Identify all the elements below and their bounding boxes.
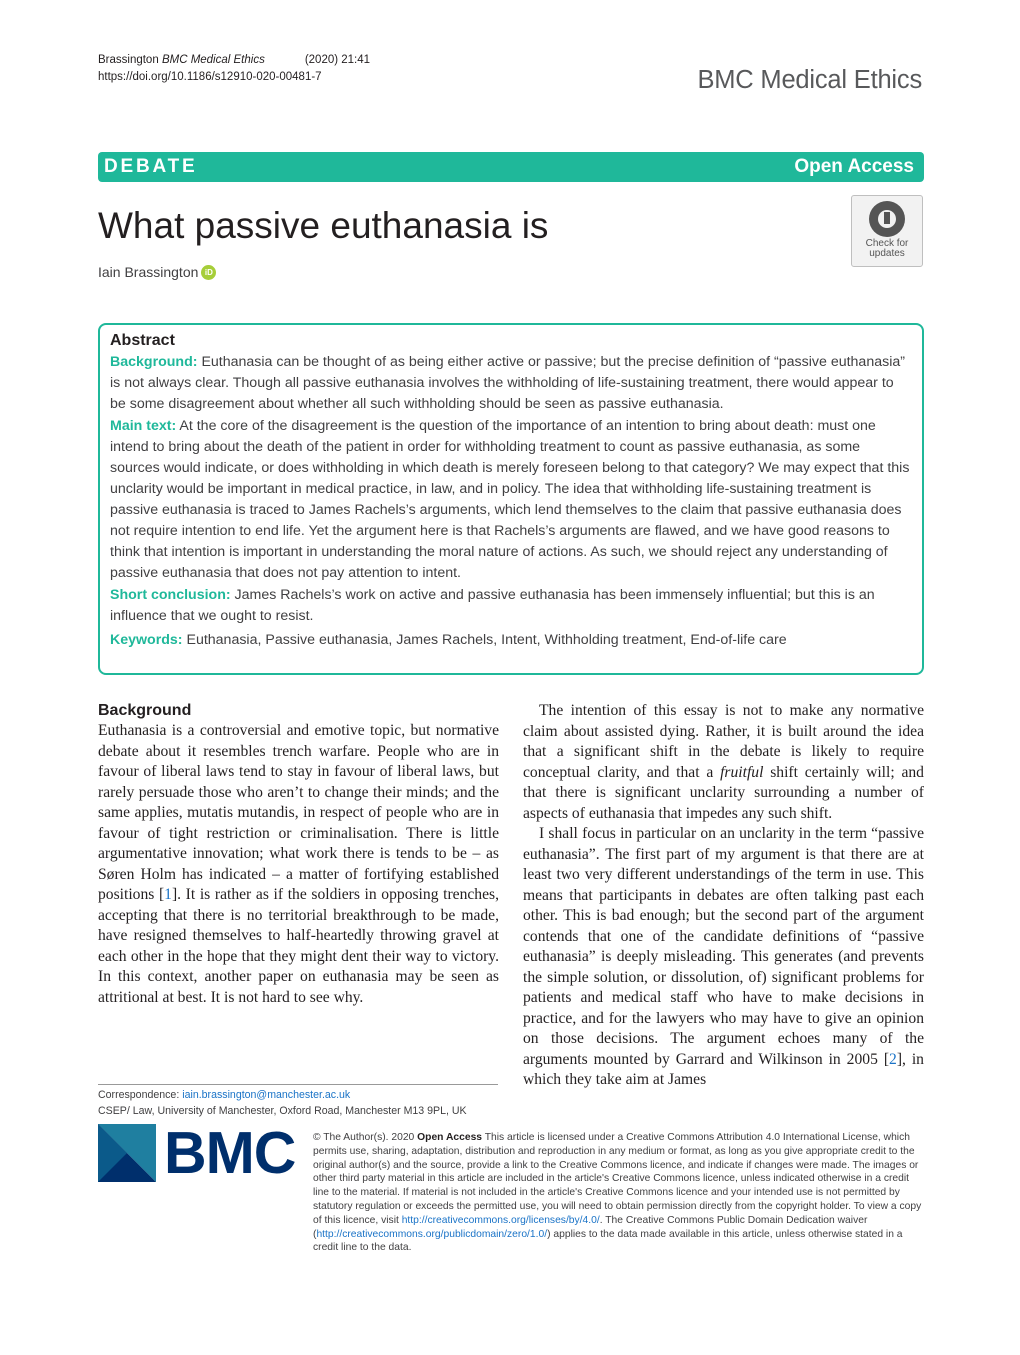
bmc-logo-text: BMC	[164, 1120, 296, 1186]
bmc-logo-icon	[98, 1124, 156, 1182]
abstract-text: At the core of the disagreement is the question of the importance of an intention to bring about death: must one intend to bring about the death of the patient in order for withholding treatment to count as passive euthanasia, as some sources would indicate, or does withholding in which death is merely foreseen belong to that category? We may expect that this unclarity would be important in medical practice, in law, and in policy. The idea that withholding life-sustaining treatment is passive euthanasia is traced to James Rachels’s arguments, which lend themselves to the claim that passive euthanasia does not require intention to end life. Yet the argument here is that Rachels’s arguments are flawed, and we have good reasons to think that intention is important in understanding the moral nature of actions. As such, we should reject any understanding of passive euthanasia that does not pay attention to intent.	[110, 418, 910, 581]
open-access-label: Open Access	[794, 156, 914, 177]
journal-name: BMC Medical Ethics	[161, 54, 265, 66]
article-type-banner	[98, 152, 924, 182]
citation: (2020) 21:41	[304, 54, 371, 66]
author-name[interactable]: Iain Brassington	[98, 264, 199, 280]
body-right-column	[523, 701, 924, 1091]
abstract-keywords	[110, 630, 912, 651]
correspondence-label: Correspondence:	[98, 1089, 180, 1101]
public-domain-link[interactable]: http://creativecommons.org/publicdomain/zero/1.0/	[316, 1228, 548, 1240]
license-link[interactable]: http://creativecommons.org/licenses/by/4.0/	[401, 1214, 600, 1226]
orcid-icon[interactable]: iD	[201, 265, 216, 280]
abstract-heading: Abstract	[110, 332, 175, 349]
abstract-label: Keywords:	[110, 632, 183, 648]
citation-header	[98, 52, 370, 86]
check-updates-line1: Check for	[865, 238, 909, 249]
abstract-text: Euthanasia can be thought of as being either active or passive; but the precise definition of “passive euthanasia” is not always clear. Though all passive euthanasia involves the withholding of life-sustaining treatment, there would appear to be some disagreement about whether all such withholding should be seen as passive euthanasia.	[110, 354, 905, 412]
body-paragraph: I shall focus in particular on an unclarity in the term “passive euthanasia”. The first part of my argument is that there are at least two very different understandings of the term in use. This means that participants in debates are often talking past each other. This is bad enough; but the second part of the argument contends that one of the candidate definitions of “passive euthanasia” is deeply misleading. This generates (and prevents the simple solution, or dissolution, of) significant problems for patients and medical staff who have to make decisions in practice, and for the lawyers who may have to give an opinion on those decisions. The argument echoes many of the arguments mounted by Garrard and Wilkinson in 2005 [2], in which they take aim at James	[523, 825, 924, 1088]
abstract-label: Short conclusion:	[110, 587, 231, 603]
abstract-box	[98, 323, 924, 675]
check-updates-line2: updates	[869, 248, 905, 259]
check-for-updates-badge[interactable]	[851, 195, 923, 267]
body-left-column	[98, 701, 499, 1008]
bookmark-icon	[869, 201, 905, 237]
abstract-text: Euthanasia, Passive euthanasia, James Rachels, Intent, Withholding treatment, End-of-life care	[186, 632, 787, 648]
journal-logo: BMC Medical Ethics	[697, 66, 922, 94]
abstract-label: Background:	[110, 354, 198, 370]
author-line	[98, 264, 216, 280]
doi-link[interactable]: https://doi.org/10.1186/s12910-020-00481-7	[98, 71, 322, 83]
license-statement: © The Author(s). 2020 Open Access This article is licensed under a Creative Commons Attribution 4.0 International License, which permits use, sharing, adaptation, distribution and reproduction in any medium or format, as long as you give appropriate credit to the original author(s) and the source, provide a link to the Creative Commons licence, and indicate if changes were made. The images or other third party material in this article are included in the article's Creative Commons licence, unless indicated otherwise in a credit line to the material. If material is not included in the article's Creative Commons licence and your intended use is not permitted by statutory regulation or exceeds the permitted use, you will need to obtain permission directly from the copyright holder. To view a copy of this licence, visit http://creativecommons.org/licenses/by/4.0/. The Creative Commons Public Domain Dedication waiver (http://creativecommons.org/publicdomain/zero/1.0/) applies to the data made available in this article, unless otherwise stated in a credit line to the data.	[313, 1132, 922, 1254]
correspondence	[98, 1087, 467, 1119]
publisher-logo	[98, 1120, 296, 1186]
abstract-text: James Rachels’s work on active and passive euthanasia has been immensely influential; but this is an influence that we ought to resist.	[110, 587, 875, 624]
article-type: DEBATE	[104, 156, 198, 177]
section-heading-background: Background	[98, 702, 192, 719]
email-link[interactable]: iain.brassington@manchester.ac.uk	[182, 1089, 351, 1101]
open-access-label: Open Access	[417, 1132, 483, 1143]
body-paragraph: The intention of this essay is not to make any normative claim about assisted dying. Rather, it is built around the idea that a significant shift in the debate is likely to require conceptual clarity, and that a fruitful shift certainly will; and that there is significant unclarity surrounding a number of aspects of euthanasia that impedes any such shift.	[523, 702, 924, 822]
abstract-background	[110, 352, 912, 415]
body-paragraph: Euthanasia is a controversial and emotive topic, but normative debate about it resembles trench warfare. People who are in favour of liberal laws tend to stay in favour of liberal laws, but rarely persuade those who aren’t to change their minds; and the same applies, mutatis mutandis, in respect of people who are in favour of tight restriction or criminalisation. There is little argumentative innovation; what work there is tends to be – as Søren Holm has indicated – a matter of fortifying established positions [1]. It is rather as if the soldiers in opposing trenches, accepting that there is no territorial breakthrough to be made, have resigned themselves to half-heartedly throwing gravel at each other in the hope that they might dent their way to victory. In this context, another paper on euthanasia may be seen as attritional at best. It is not hard to see why.	[98, 722, 499, 1006]
abstract-short-conclusion	[110, 585, 912, 627]
article-title: What passive euthanasia is	[98, 205, 549, 246]
reference-link[interactable]: 1	[164, 886, 172, 903]
affiliation: CSEP/ Law, University of Manchester, Oxford Road, Manchester M13 9PL, UK	[98, 1105, 467, 1117]
footnote-divider	[98, 1084, 498, 1085]
abstract-label: Main text:	[110, 418, 177, 434]
author-short: Brassington	[98, 54, 159, 66]
reference-link[interactable]: 2	[889, 1050, 897, 1068]
abstract-main-text	[110, 416, 912, 584]
